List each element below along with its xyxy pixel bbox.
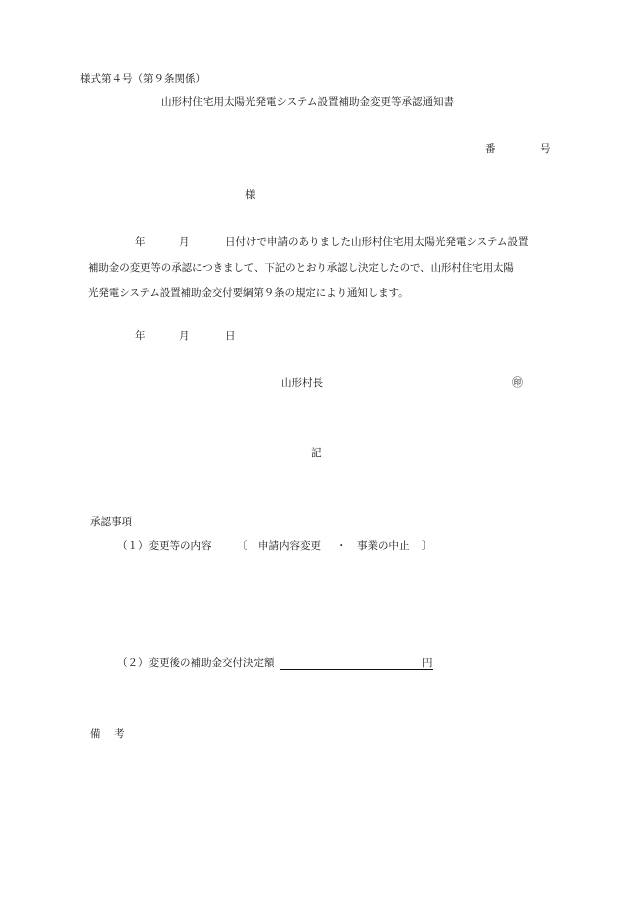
- item-2-label: （２）変更後の補助金交付決定額: [117, 657, 275, 669]
- option-separator: ・: [336, 540, 347, 552]
- option-project-cancel: 事業の中止: [357, 540, 410, 552]
- date-month-label: 月: [179, 330, 190, 342]
- reference-ban: 番: [485, 143, 496, 155]
- amount-blank-field: [280, 658, 422, 670]
- form-number: 様式第４号（第９条関係）: [80, 73, 206, 85]
- seal-mark-icon: ㊞: [512, 376, 523, 389]
- item-1-label: （１）変更等の内容: [117, 540, 212, 552]
- addressee-honorific: 様: [245, 189, 256, 201]
- issuer-title: 山形村長: [281, 377, 323, 389]
- amount-unit: 円: [422, 657, 433, 669]
- body-line-3: 光発電システム設置補助金交付要綱第９条の規定により通知します。: [88, 287, 409, 299]
- remarks-char-1: 備: [90, 728, 101, 740]
- body-line-2: 補助金の変更等の承認につきまして、下記のとおり承認し決定したので、山形村住宅用太陽: [88, 262, 514, 274]
- document-title: 山形村住宅用太陽光発電システム設置補助金変更等承認通知書: [161, 96, 454, 108]
- remarks-char-2: 考: [114, 728, 125, 740]
- ki-heading: 記: [311, 447, 322, 459]
- item-1-bracket-close: 〕: [422, 540, 433, 552]
- body-month-label: 月: [179, 236, 190, 248]
- reference-go: 号: [540, 143, 551, 155]
- body-line-1-text: 日付けで申請のありました山形村住宅用太陽光発電システム設置: [225, 236, 529, 248]
- item-1-bracket-open: 〔: [237, 540, 248, 552]
- option-application-change: 申請内容変更: [258, 540, 321, 552]
- date-year-label: 年: [135, 330, 146, 342]
- date-day-label: 日: [225, 330, 236, 342]
- approval-heading: 承認事項: [90, 516, 132, 528]
- body-year-label: 年: [135, 236, 146, 248]
